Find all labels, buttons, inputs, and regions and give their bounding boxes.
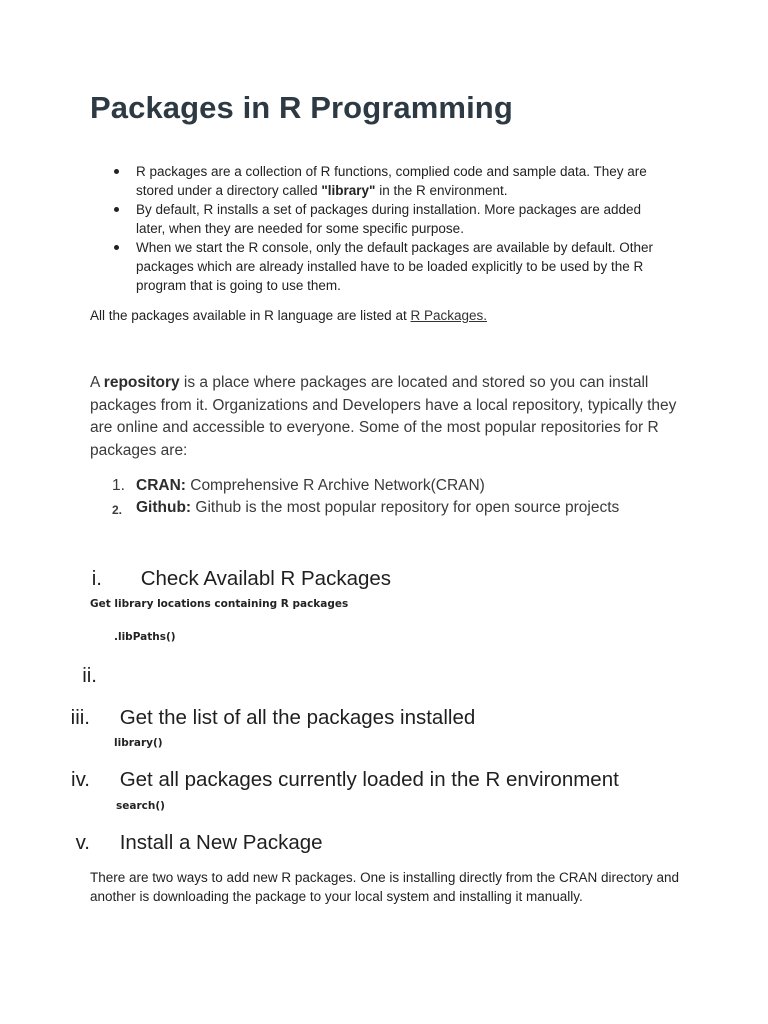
intro-bullet-list — [110, 162, 670, 295]
section-number: v. — [75, 831, 90, 854]
list-number: 2. — [112, 503, 123, 517]
section-title: Get all packages currently loaded in the R environment — [119, 768, 619, 791]
list-number: 1. — [112, 477, 125, 494]
section-number: ii. — [82, 664, 97, 687]
section-title: Install a New Package — [119, 831, 323, 854]
bullet-item: When we start the R console, only the default packages are available by default. Other packages which are already installed have to be loaded explicitly to be used by the R program that is going to use them. — [110, 238, 670, 295]
section-number: i. — [91, 567, 102, 590]
page-title: Packages in R Programming — [90, 90, 513, 125]
section-number: iii. — [70, 706, 90, 729]
list-item: 1. CRAN: Comprehensive R Archive Network(CRAN) — [110, 475, 619, 497]
bullet-icon — [114, 169, 119, 174]
list-item: 2. Github: Github is the most popular repository for open source projects — [110, 497, 619, 519]
bullet-icon — [114, 245, 119, 250]
code-snippet: library() — [114, 737, 163, 749]
code-snippet: .libPaths() — [114, 631, 176, 643]
bullet-item: By default, R installs a set of packages during installation. More packages are added later, when they are needed for some specific purpose. — [110, 200, 670, 238]
install-paragraph: There are two ways to add new R packages. One is installing directly from the CRAN directory and another is downloading the package to your local system and installing it manually. — [90, 870, 680, 904]
section-heading — [57, 567, 391, 591]
packages-available-text: All the packages available in R language are listed at — [90, 308, 411, 323]
section-heading — [45, 768, 619, 792]
packages-available-line — [90, 308, 487, 323]
code-snippet: search() — [116, 800, 165, 812]
repository-paragraph: A repository is a place where packages are located and stored so you can install packages from it. Organizations and Developers have a local repository, typically they are online and accessible to everyone. Some of the most popular repositories for R packages are: — [90, 374, 677, 459]
section-heading — [45, 706, 475, 730]
bullet-item: R packages are a collection of R functions, complied code and sample data. They are stored under a directory called "library" in the R environment. — [110, 162, 670, 200]
section-title: Get the list of all the packages installed — [119, 706, 476, 729]
repository-list — [110, 475, 619, 519]
section-subtitle: Get library locations containing R packages — [90, 598, 349, 610]
bullet-icon — [114, 207, 119, 212]
section-heading — [45, 831, 323, 855]
section-number: iv. — [71, 768, 90, 791]
section-heading — [52, 664, 97, 688]
section-title: Check Availabl R Packages — [140, 567, 392, 590]
r-packages-link[interactable]: R Packages. — [410, 308, 488, 323]
